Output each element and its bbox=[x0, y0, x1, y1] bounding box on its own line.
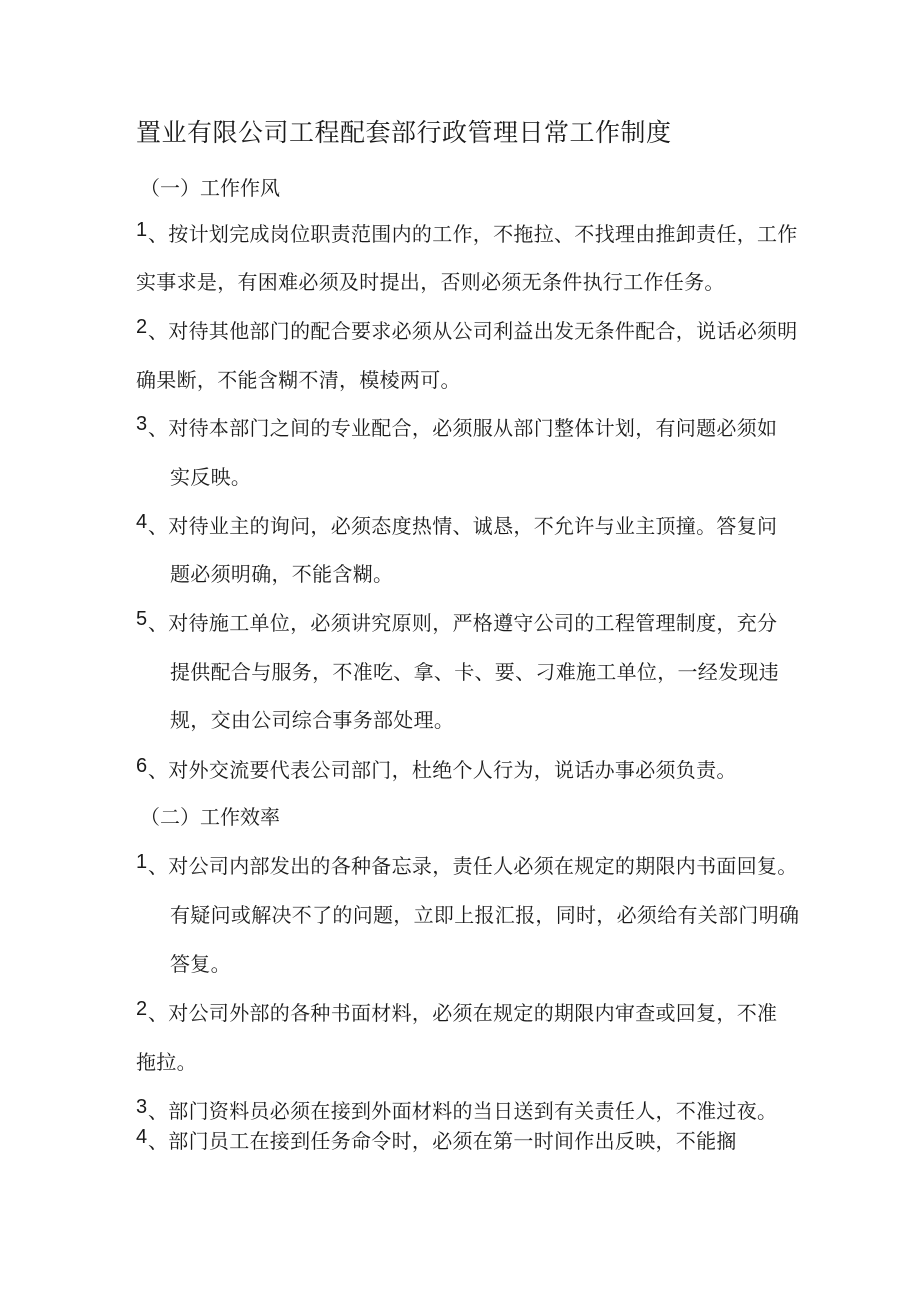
item-text-line: 、对待本部门之间的专业配合，必须服从部门整体计划，有问题必须如 bbox=[148, 416, 778, 440]
item-number: 3 bbox=[136, 413, 148, 435]
item-text-line: 题必须明确，不能含糊。 bbox=[170, 562, 394, 586]
item-number: 2 bbox=[136, 998, 148, 1020]
item-number: 4 bbox=[136, 1126, 148, 1148]
item-text-line: 、对公司内部发出的各种备忘录，责任人必须在规定的期限内书面回复。 bbox=[148, 854, 798, 878]
item-number: 6 bbox=[136, 755, 148, 777]
item-text-line: 、按计划完成岗位职责范围内的工作，不拖拉、不找理由推卸责任，工作 bbox=[148, 222, 798, 246]
item-text-line: 、对公司外部的各种书面材料，必须在规定的期限内审查或回复，不准 bbox=[148, 1001, 778, 1025]
section-heading-1: （一）工作作风 bbox=[140, 176, 280, 200]
item-number: 3 bbox=[136, 1096, 148, 1118]
item-number: 1 bbox=[136, 219, 148, 241]
item-text-line: 、对待其他部门的配合要求必须从公司利益出发无条件配合，说话必须明 bbox=[148, 319, 798, 343]
section-heading-2: （二）工作效率 bbox=[140, 805, 280, 829]
item-text-line: 、部门资料员必须在接到外面材料的当日送到有关责任人，不准过夜。 bbox=[148, 1099, 778, 1123]
item-text-line: 拖拉。 bbox=[136, 1050, 197, 1074]
item-text-line: 、对待业主的询问，必须态度热情、诚恳，不允许与业主顶撞。答复问 bbox=[148, 514, 778, 538]
item-number: 5 bbox=[136, 608, 148, 630]
item-text-line: 有疑问或解决不了的问题，立即上报汇报，同时，必须给有关部门明确 bbox=[170, 903, 800, 927]
item-text-line: 答复。 bbox=[170, 952, 231, 976]
item-text-line: 实事求是，有困难必须及时提出，否则必须无条件执行工作任务。 bbox=[136, 270, 725, 294]
item-text-line: 、对待施工单位，必须讲究原则，严格遵守公司的工程管理制度，充分 bbox=[148, 611, 778, 635]
item-number: 2 bbox=[136, 316, 148, 338]
item-number: 1 bbox=[136, 851, 148, 873]
item-text-line: 提供配合与服务，不准吃、拿、卡、要、刁难施工单位，一经发现违 bbox=[170, 660, 779, 684]
item-text-line: 确果断，不能含糊不清，模棱两可。 bbox=[136, 368, 461, 392]
item-text-line: 、部门员工在接到任务命令时，必须在第一时间作出反映，不能搁 bbox=[148, 1129, 737, 1153]
item-text-line: 实反映。 bbox=[170, 465, 252, 489]
item-text-line: 、对外交流要代表公司部门，杜绝个人行为，说话办事必须负责。 bbox=[148, 758, 737, 782]
item-number: 4 bbox=[136, 511, 148, 533]
item-text-line: 规，交由公司综合事务部处理。 bbox=[170, 708, 455, 732]
document-title: 置业有限公司工程配套部行政管理日常工作制度 bbox=[136, 118, 672, 147]
